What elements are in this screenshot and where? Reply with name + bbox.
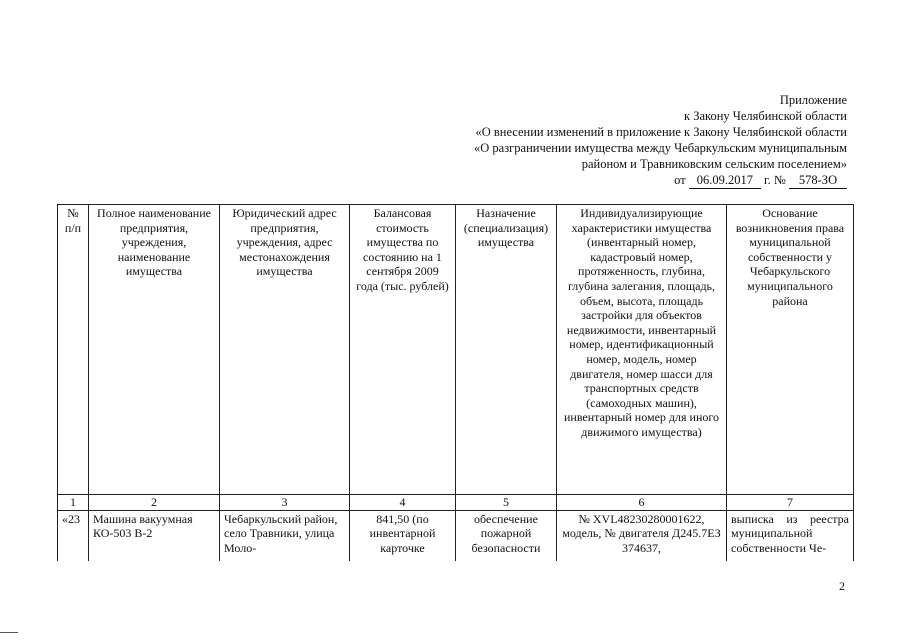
table-cell: № XVL48230280001622, модель, № двигателя Д245.7ЕЗ 374637, <box>557 510 727 561</box>
column-number: 4 <box>350 495 456 511</box>
column-header: Основание возникновения права муниципальной собственности у Чебаркульского муниципального района <box>727 205 854 495</box>
scan-mark <box>0 632 18 636</box>
column-header: Юридический адрес предприятия, учреждения, адрес местонахождения имущества <box>220 205 350 495</box>
appendix-law-title-2: «О разграничении имущества между Чебаркульским муниципальным <box>474 141 847 155</box>
table-row <box>58 510 854 561</box>
table-cell: обеспечение пожарной безопасности <box>456 510 557 561</box>
column-number: 2 <box>89 495 220 511</box>
table-cell: 841,50 (по инвентарной карточке <box>350 510 456 561</box>
appendix-law-title-3: районом и Травниковским сельским поселением» <box>581 157 847 171</box>
column-number: 6 <box>557 495 727 511</box>
property-table <box>57 204 854 561</box>
appendix-title: Приложение <box>779 93 847 107</box>
table-cell: «23 <box>58 510 89 561</box>
table-cell: Машина вакуумная КО-503 В-2 <box>89 510 220 561</box>
date-suffix: г. № <box>763 173 786 187</box>
column-header: Балансовая стоимость имущества по состоянию на 1 сентября 2009 года (тыс. рублей) <box>350 205 456 495</box>
column-number-row <box>58 495 854 511</box>
law-date: 06.09.2017 <box>689 172 761 189</box>
column-number: 7 <box>727 495 854 511</box>
column-number: 5 <box>456 495 557 511</box>
page-number: 2 <box>839 579 845 593</box>
appendix-law-title-1: «О внесении изменений в приложение к Закону Челябинской области <box>475 125 847 139</box>
date-prefix: от <box>674 173 686 187</box>
table-cell: Чебаркульский район, село Травники, улица Моло- <box>220 510 350 561</box>
column-header: № п/п <box>58 205 89 495</box>
table-header-row <box>58 205 854 495</box>
column-header: Назначение (специализация) имущества <box>456 205 557 495</box>
appendix-date-line <box>474 172 847 189</box>
column-header: Индивидуализирующие характеристики имущества (инвентарный номер, кадастровый номер, протяженность, глубина, глубина залегания, площадь, объем, высота, площадь застройки для объектов недвижимости, инвентарный номер, идентификационный номер, модель, номер двигателя, номер шасси для транспортных средств (самоходных машин), инвентарный номер для иного движимого имущества) <box>557 205 727 495</box>
column-number: 3 <box>220 495 350 511</box>
column-number: 1 <box>58 495 89 511</box>
appendix-header <box>474 92 847 189</box>
law-number: 578-ЗО <box>789 172 847 189</box>
table-cell: выписка из реестра муниципальной собственности Че- <box>727 510 854 561</box>
column-header: Полное наименование предприятия, учреждения, наименование имущества <box>89 205 220 495</box>
appendix-law-ref: к Закону Челябинской области <box>684 109 847 123</box>
